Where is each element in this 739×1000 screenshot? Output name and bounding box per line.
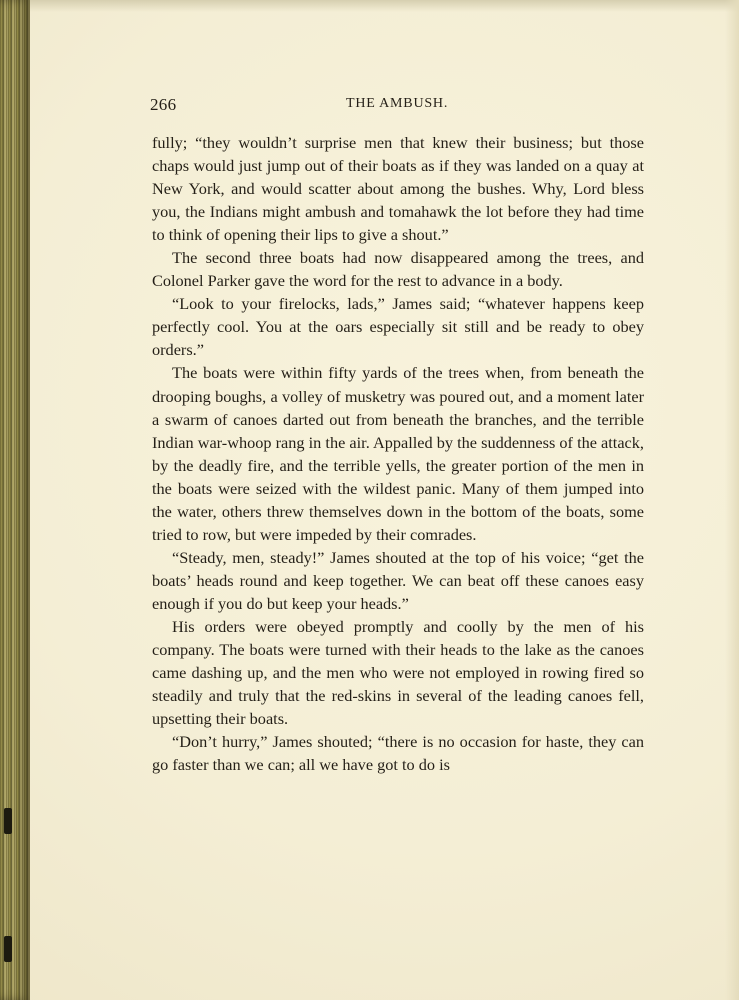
binding-mark — [4, 808, 12, 834]
binding-mark — [4, 936, 12, 962]
book-binding-edge — [0, 0, 30, 1000]
paragraph: “Look to your firelocks, lads,” James said; “whatever happens keep perfectly cool. You at the oars especially sit still and be ready to obey orders.” — [152, 294, 644, 360]
paragraph: “Steady, men, steady!” James shouted at the top of his voice; “get the boats’ heads round and keep together. We can beat off these canoes easy enough if you do but keep your heads.” — [152, 547, 644, 613]
page-right-shadow — [725, 0, 739, 1000]
paragraph: fully; “they wouldn’t surprise men that knew their business; but those chaps would just jump out of their boats as if they was landed on a quay at New York, and would scatter about among the bushes. Why, Lord bless you, the Indians might ambush and tomahawk the lot before they had time to think of opening their lips to give a shout.” — [152, 133, 644, 245]
paragraph: The second three boats had now disappeared among the trees, and Colonel Parker gave the word for the rest to advance in a body. — [152, 248, 644, 291]
page-top-shadow — [30, 0, 739, 12]
paragraph: “Don’t hurry,” James shouted; “there is no occasion for haste, they can go faster than we can; all we have got to do is — [152, 732, 644, 775]
body-text — [152, 131, 644, 776]
page-number: 266 — [150, 95, 177, 114]
running-title: THE AMBUSH. — [346, 96, 449, 111]
paragraph: His orders were obeyed promptly and coolly by the men of his company. The boats were turned with their heads to the lake as the canoes came dashing up, and the men who were not employed in rowing fired so steadily and truly that the red-skins in several of the leading canoes fell, upsetting their boats. — [152, 616, 644, 729]
paragraph: The boats were within fifty yards of the trees when, from beneath the drooping boughs, a volley of musketry was poured out, and a moment later a swarm of canoes darted out from beneath the branches, and the terrible Indian war-whoop rang in the air. Appalled by the suddenness of the attack, by the deadly fire, and the terrible yells, the greater portion of the men in the boats were seized with the wildest panic. Many of them jumped into the water, others threw themselves down in the bottom of the boats, some tried to row, but were impeded by their comrades. — [152, 363, 644, 544]
running-head — [150, 95, 652, 117]
